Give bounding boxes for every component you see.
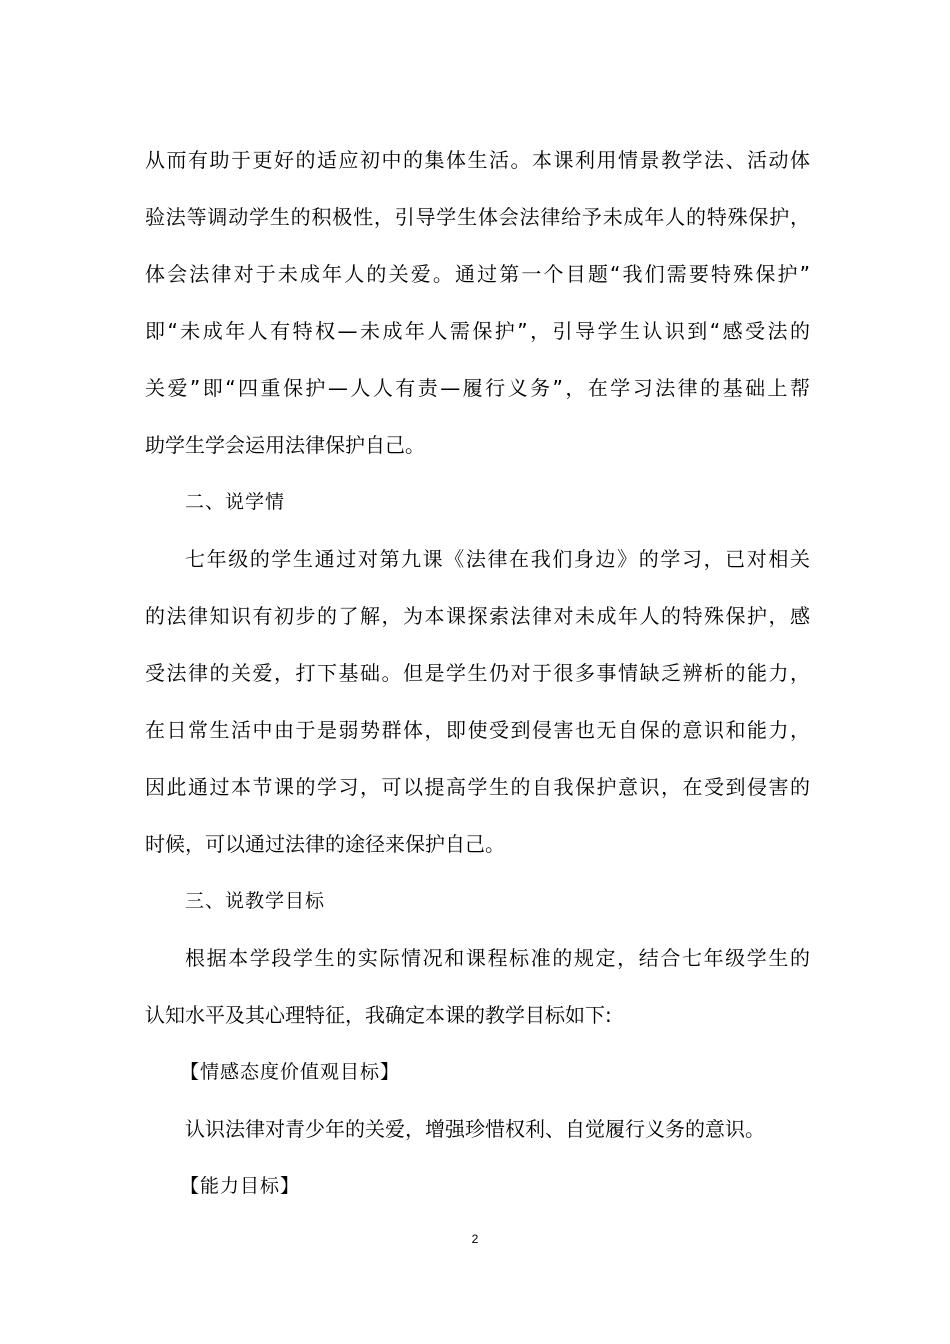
- paragraph-line: 根据本学段学生的实际情况和课程标准的规定，结合七年级学生的: [185, 946, 810, 970]
- paragraph-line: 从而有助于更好的适应初中的集体生活。本课利用情景教学法、活动体: [145, 148, 810, 172]
- paragraph-line: 体会法律对于未成年人的关爱。通过第一个目题“我们需要特殊保护”: [145, 262, 810, 286]
- paragraph-line: 助学生学会运用法律保护自己。: [145, 433, 425, 457]
- paragraph-line: 在日常生活中由于是弱势群体，即使受到侵害也无自保的意识和能力，: [145, 718, 810, 742]
- paragraph-line: 认知水平及其心理特征，我确定本课的教学目标如下:: [145, 1003, 612, 1027]
- paragraph-line: 即“未成年人有特权—未成年人需保护”，引导学生认识到“感受法的: [145, 319, 810, 343]
- section-heading: 二、说学情: [185, 491, 286, 513]
- section-heading: 三、说教学目标: [185, 890, 326, 912]
- subsection-heading: 【情感态度价值观目标】: [180, 1061, 401, 1083]
- paragraph-line: 关爱”即“四重保护—人人有责—履行义务”，在学习法律的基础上帮: [145, 376, 810, 400]
- paragraph-line: 因此通过本节课的学习，可以提高学生的自我保护意识，在受到侵害的: [145, 775, 810, 799]
- paragraph-line: 认识法律对青少年的关爱，增强珍惜权利、自觉履行义务的意识。: [185, 1117, 765, 1141]
- paragraph-line: 时候，可以通过法律的途径来保护自己。: [145, 832, 505, 856]
- subsection-heading: 【能力目标】: [180, 1175, 301, 1197]
- page-number: 2: [471, 1232, 479, 1246]
- paragraph-line: 受法律的关爱，打下基础。但是学生仍对于很多事情缺乏辨析的能力，: [145, 661, 810, 685]
- paragraph-line: 七年级的学生通过对第九课《法律在我们身边》的学习，已对相关: [185, 547, 810, 571]
- paragraph-line: 的法律知识有初步的了解，为本课探索法律对未成年人的特殊保护，感: [145, 604, 810, 628]
- paragraph-line: 验法等调动学生的积极性，引导学生体会法律给予未成年人的特殊保护，: [145, 205, 810, 229]
